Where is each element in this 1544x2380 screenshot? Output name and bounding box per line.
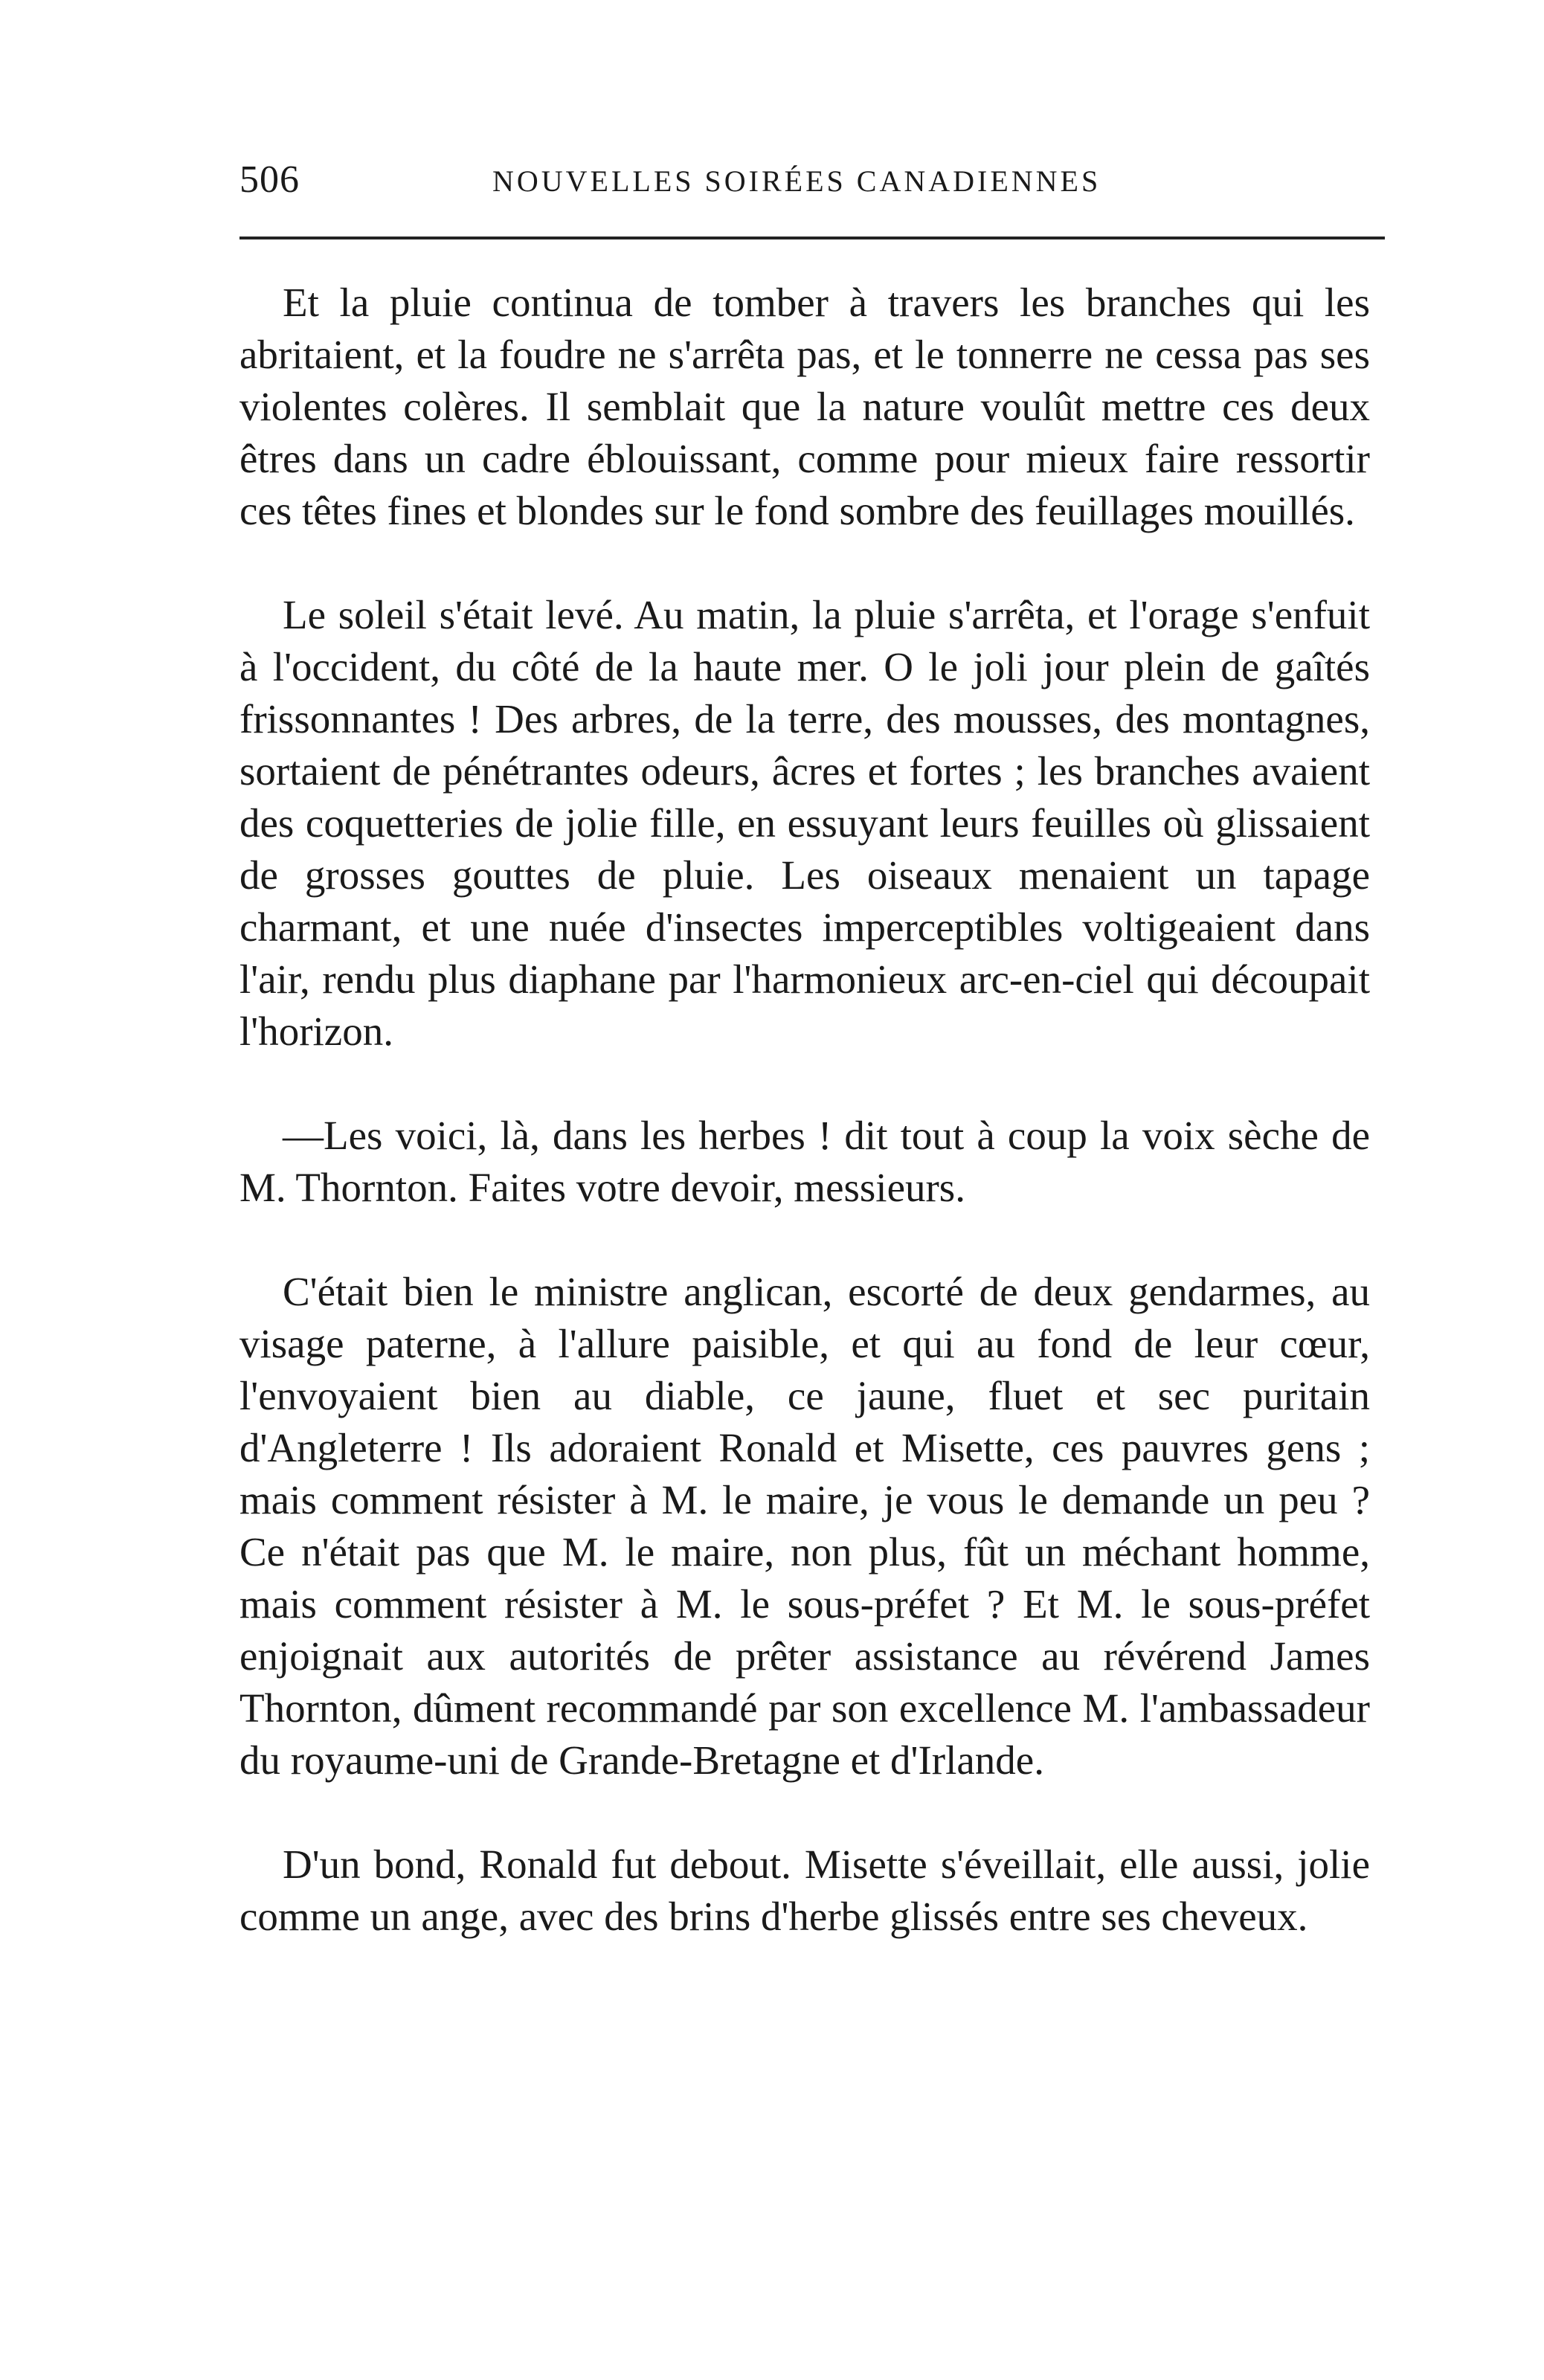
page-number: 506 — [239, 158, 300, 201]
running-head — [239, 158, 1385, 210]
paragraph-sunrise: Le soleil s'était levé. Au matin, la pluie s'arrêta, et l'orage s'enfuit à l'occident, du côté de la haute mer. O le joli jour plein de gaîtés frissonnantes ! Des arbres, de la terre, des mousses, des montagnes, sortaient de pénétrantes odeurs, âcres et fortes ; les branches avaient des coquetteries de jolie fille, en essuyant leurs feuilles où glissaient de grosses gouttes de pluie. Les oiseaux menaient un tapage charmant, et une nuée d'insectes imperceptibles voltigeaient dans l'air, rendu plus diaphane par l'harmonieux arc-en-ciel qui découpait l'horizon. — [239, 592, 1370, 1054]
body-text — [239, 277, 1370, 1943]
header-rule — [239, 237, 1385, 239]
paragraph-thornton-speech: —Les voici, là, dans les herbes ! dit tout à coup la voix sèche de M. Thornton. Faites votre devoir, messieurs. — [239, 1113, 1370, 1210]
paragraph-storm: Et la pluie continua de tomber à travers les branches qui les abritaient, et la foudre ne s'arrêta pas, et le tonnerre ne cessa pas ses violentes colères. Il semblait que la nature voulût mettre ces deux êtres dans un cadre éblouissant, comme pour mieux faire ressortir ces têtes fines et blondes sur le fond sombre des feuillages mouillés. — [239, 280, 1370, 533]
paragraph-ronald-misette: D'un bond, Ronald fut debout. Misette s'éveillait, elle aussi, jolie comme un ange, avec des brins d'herbe glissés entre ses cheveux. — [239, 1842, 1370, 1939]
running-title: NOUVELLES SOIRÉES CANADIENNES — [492, 164, 1101, 198]
paragraph-gendarmes: C'était bien le ministre anglican, escorté de deux gendarmes, au visage paterne, à l'allure paisible, et qui au fond de leur cœur, l'envoyaient bien au diable, ce jaune, fluet et sec puritain d'Angleterre ! Ils adoraient Ronald et Misette, ces pauvres gens ; mais comment résister à M. le maire, je vous le demande un peu ? Ce n'était pas que M. le maire, non plus, fût un méchant homme, mais comment résister à M. le sous-préfet ? Et M. le sous-préfet enjoignait aux autorités de prêter assistance au révérend James Thornton, dûment recommandé par son excellence M. l'ambassadeur du royaume-uni de Grande-Bretagne et d'Irlande. — [239, 1269, 1370, 1783]
